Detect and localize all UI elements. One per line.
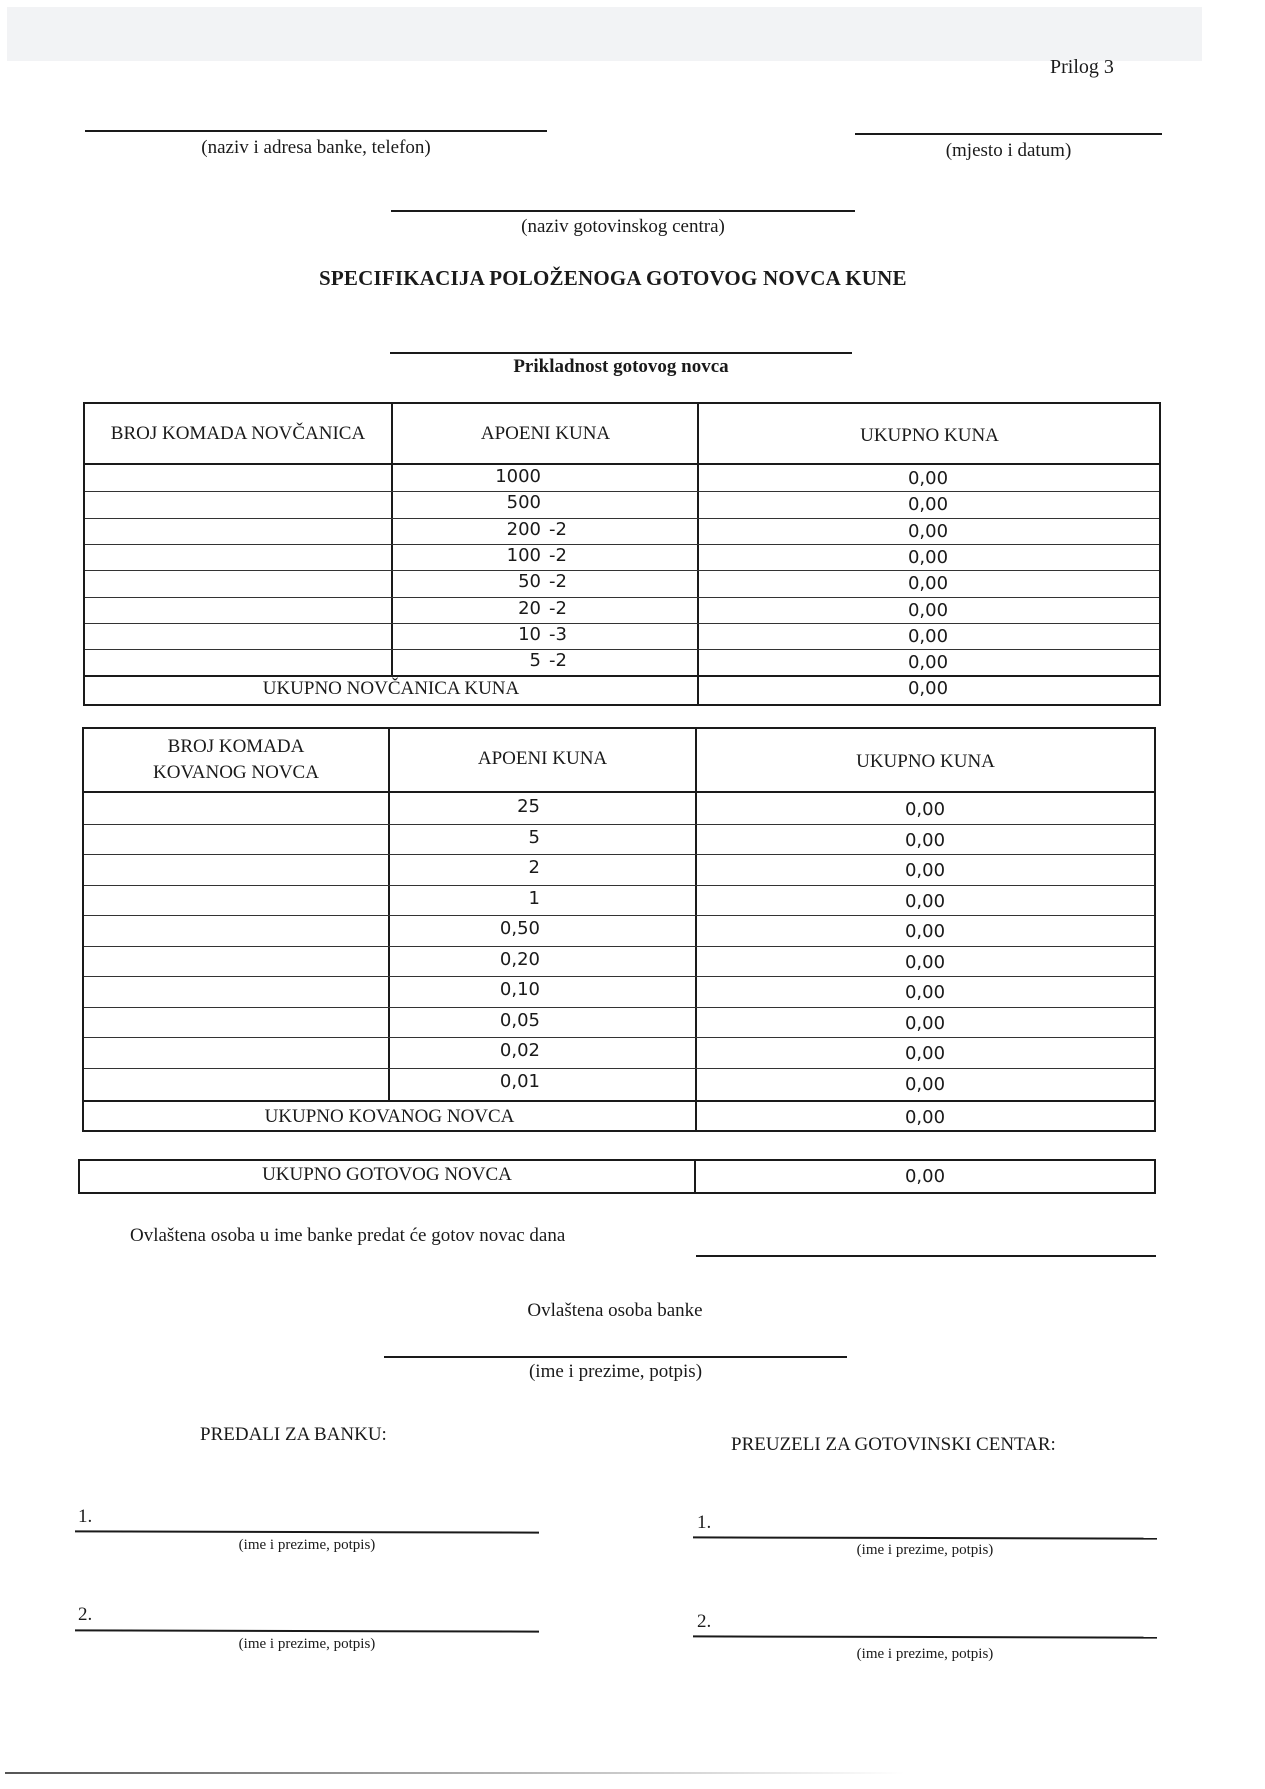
banknotes-total-label: UKUPNO NOVČANICA KUNA bbox=[262, 678, 520, 699]
banknote-denomination bbox=[465, 466, 579, 487]
coin-denomination: 0,20 bbox=[499, 948, 540, 970]
banknote-total-cell: 0,00 bbox=[907, 625, 949, 647]
coin-count-cell[interactable] bbox=[84, 854, 386, 884]
denomination-value: 500 bbox=[506, 492, 541, 514]
delivery-date-field[interactable] bbox=[696, 1255, 1156, 1257]
coin-total-cell: 0,00 bbox=[904, 890, 946, 912]
banknote-total-cell: 0,00 bbox=[907, 573, 949, 595]
banknote-total-cell: 0,00 bbox=[907, 599, 949, 621]
banknote-count-cell[interactable] bbox=[85, 570, 389, 595]
denomination-value: 50 bbox=[518, 571, 541, 593]
handed-over-title: PREDALI ZA BANKU: bbox=[200, 1424, 387, 1445]
cash-center-field-line[interactable] bbox=[391, 210, 855, 212]
place-date-caption: (mjesto i datum) bbox=[945, 140, 1072, 161]
coin-count-cell[interactable] bbox=[84, 793, 386, 823]
coin-total-cell: 0,00 bbox=[904, 1073, 946, 1095]
cash-center-caption: (naziv gotovinskog centra) bbox=[521, 216, 725, 237]
authorized-person-signature-line[interactable] bbox=[384, 1356, 847, 1358]
banknote-total-cell: 0,00 bbox=[907, 520, 949, 542]
banknote-count-cell[interactable] bbox=[85, 623, 389, 648]
denomination-suffix: -2 bbox=[549, 571, 567, 593]
grand-total-label: UKUPNO GOTOVOG NOVCA bbox=[262, 1164, 512, 1185]
annex-label: Prilog 3 bbox=[1050, 56, 1114, 78]
coin-total-cell: 0,00 bbox=[904, 1012, 946, 1034]
denomination-suffix: -2 bbox=[549, 518, 567, 540]
document-title: SPECIFIKACIJA POLOŽENOGA GOTOVOG NOVCA KUNE bbox=[319, 266, 907, 290]
coin-total-cell: 0,00 bbox=[904, 921, 946, 942]
coin-denomination: 1 bbox=[528, 887, 540, 909]
coins-header-total: UKUPNO KUNA bbox=[856, 751, 995, 772]
coins-total-label: UKUPNO KOVANOG NOVCA bbox=[264, 1106, 515, 1127]
coin-denomination: 0,10 bbox=[499, 979, 540, 1000]
total-divider bbox=[85, 675, 1159, 677]
coins-table bbox=[82, 727, 1156, 1132]
coins-header-count bbox=[84, 729, 388, 791]
denomination-suffix: -2 bbox=[549, 650, 567, 672]
signature-number: 2. bbox=[78, 1604, 93, 1625]
coin-total-cell: 0,00 bbox=[904, 982, 946, 1003]
coin-denomination: 0,02 bbox=[499, 1040, 540, 1061]
banknote-total-cell: 0,00 bbox=[907, 652, 949, 674]
coin-total-cell: 0,00 bbox=[904, 829, 946, 851]
coin-total-cell: 0,00 bbox=[904, 799, 946, 820]
authorized-person-label: Ovlaštena osoba banke bbox=[527, 1300, 703, 1321]
coin-count-cell[interactable] bbox=[84, 885, 386, 915]
banknote-count-cell[interactable] bbox=[85, 649, 389, 674]
coin-denomination: 2 bbox=[528, 857, 540, 878]
signature-line[interactable] bbox=[75, 1629, 539, 1632]
signature-caption: (ime i prezime, potpis) bbox=[856, 1646, 994, 1662]
suitability-label: Prikladnost gotovog novca bbox=[513, 356, 729, 377]
signature-caption: (ime i prezime, potpis) bbox=[238, 1537, 376, 1553]
coin-total-cell: 0,00 bbox=[904, 860, 946, 881]
received-title: PREUZELI ZA GOTOVINSKI CENTAR: bbox=[731, 1434, 1056, 1455]
coins-header-count-line1: BROJ KOMADA bbox=[167, 736, 305, 757]
coin-count-cell[interactable] bbox=[84, 1068, 386, 1099]
denomination-value: 100 bbox=[506, 544, 541, 566]
banknote-count-cell[interactable] bbox=[85, 518, 389, 543]
banknote-total-cell: 0,00 bbox=[907, 546, 949, 568]
banknotes-total-value: 0,00 bbox=[907, 678, 949, 699]
bank-name-caption: (naziv i adresa banke, telefon) bbox=[201, 137, 431, 158]
signature-caption: (ime i prezime, potpis) bbox=[856, 1542, 994, 1558]
suitability-field-line[interactable] bbox=[390, 352, 852, 354]
grand-total-box bbox=[78, 1159, 1156, 1194]
coins-total-value: 0,00 bbox=[904, 1107, 946, 1128]
banknote-count-cell[interactable] bbox=[85, 491, 389, 516]
denomination-value: 200 bbox=[506, 518, 541, 540]
grand-total-value: 0,00 bbox=[904, 1166, 946, 1187]
place-date-field-line[interactable] bbox=[855, 133, 1162, 135]
column-divider bbox=[391, 404, 393, 675]
coin-count-cell[interactable] bbox=[84, 1037, 386, 1067]
bank-name-field-line[interactable] bbox=[85, 130, 547, 132]
coin-total-cell: 0,00 bbox=[904, 1043, 946, 1064]
coin-count-cell[interactable] bbox=[84, 824, 386, 854]
denomination-value: 5 bbox=[529, 650, 541, 672]
coins-header-count-line2: KOVANOG NOVCA bbox=[153, 762, 319, 783]
authorized-person-caption: (ime i prezime, potpis) bbox=[528, 1361, 703, 1382]
signature-caption: (ime i prezime, potpis) bbox=[238, 1636, 376, 1652]
coin-count-cell[interactable] bbox=[84, 915, 386, 945]
banknote-total-cell: 0,00 bbox=[907, 468, 949, 489]
banknote-denomination bbox=[465, 545, 579, 566]
denomination-suffix bbox=[541, 492, 579, 513]
coin-denomination: 0,01 bbox=[499, 1070, 540, 1092]
banknotes-header-denomination: APOENI KUNA bbox=[480, 423, 611, 444]
banknote-total-cell: 0,00 bbox=[907, 494, 949, 516]
banknotes-header-total: UKUPNO KUNA bbox=[860, 425, 999, 446]
signature-number: 1. bbox=[78, 1506, 93, 1527]
denomination-value: 10 bbox=[518, 623, 541, 645]
banknote-count-cell[interactable] bbox=[85, 544, 389, 569]
coin-denomination: 5 bbox=[528, 826, 540, 848]
denomination-value: 1000 bbox=[495, 466, 541, 487]
banknotes-table bbox=[83, 402, 1161, 706]
scan-shading bbox=[7, 7, 1202, 61]
banknote-count-cell[interactable] bbox=[85, 597, 389, 622]
scan-edge-line bbox=[5, 1772, 905, 1774]
banknote-denomination bbox=[465, 492, 579, 513]
denomination-suffix: -2 bbox=[549, 544, 567, 566]
coin-count-cell[interactable] bbox=[84, 976, 386, 1006]
banknotes-header-count: BROJ KOMADA NOVČANICA bbox=[110, 423, 366, 444]
coins-header-denomination: APOENI KUNA bbox=[477, 748, 608, 769]
signature-number: 2. bbox=[697, 1611, 712, 1632]
delivery-statement: Ovlaštena osoba u ime banke predat će gotov novac dana bbox=[130, 1225, 566, 1246]
denomination-value: 20 bbox=[518, 597, 541, 619]
denomination-suffix bbox=[541, 466, 579, 487]
total-divider bbox=[84, 1100, 1154, 1102]
banknote-denomination bbox=[465, 519, 579, 540]
coin-denomination: 0,05 bbox=[499, 1009, 540, 1031]
denomination-suffix: -2 bbox=[549, 597, 567, 619]
banknote-count-cell[interactable] bbox=[85, 465, 389, 490]
denomination-suffix: -3 bbox=[549, 623, 567, 645]
banknote-denomination bbox=[465, 624, 579, 645]
signature-line[interactable] bbox=[693, 1635, 1157, 1638]
banknote-denomination bbox=[465, 571, 579, 592]
coin-total-cell: 0,00 bbox=[904, 951, 946, 973]
coin-count-cell[interactable] bbox=[84, 1007, 386, 1037]
coin-count-cell[interactable] bbox=[84, 946, 386, 976]
banknote-denomination bbox=[465, 650, 579, 671]
banknote-denomination bbox=[465, 598, 579, 619]
signature-line[interactable] bbox=[75, 1530, 539, 1533]
coin-denomination: 25 bbox=[517, 796, 540, 817]
signature-line[interactable] bbox=[693, 1536, 1157, 1539]
coin-denomination: 0,50 bbox=[499, 918, 540, 939]
signature-number: 1. bbox=[697, 1512, 712, 1533]
